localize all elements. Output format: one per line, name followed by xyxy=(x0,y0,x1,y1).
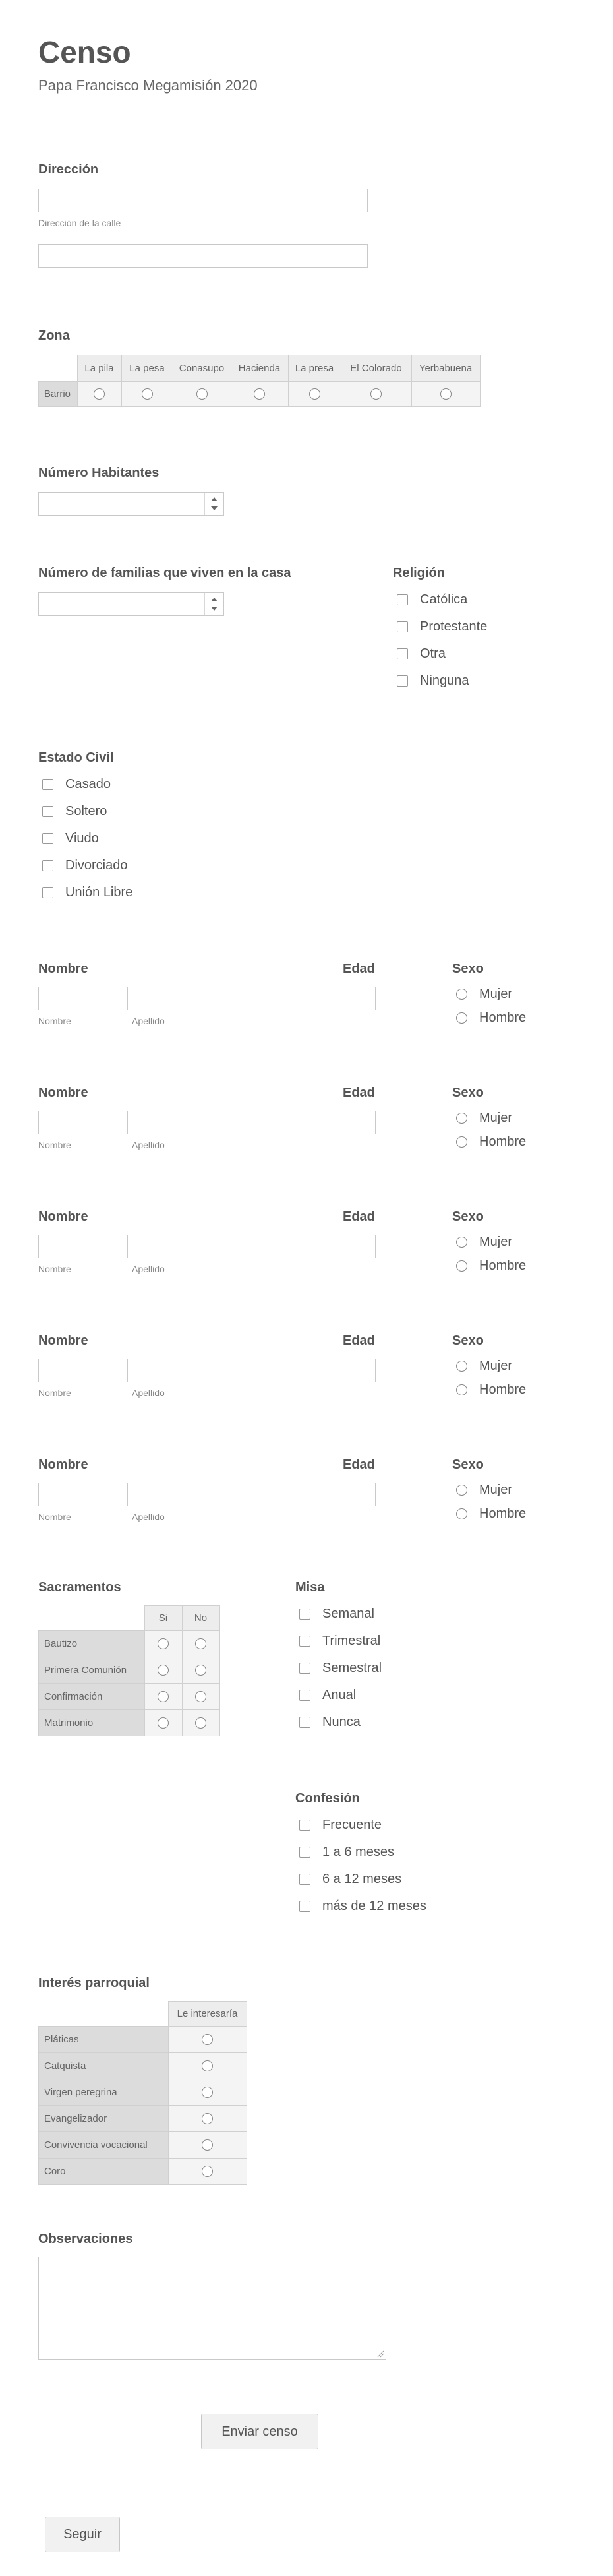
radio-button[interactable] xyxy=(456,1113,467,1124)
checkbox[interactable] xyxy=(299,1874,310,1885)
age-label: Edad xyxy=(343,1457,375,1472)
checkbox[interactable] xyxy=(42,887,53,898)
familias-label: Número de familias que viven en la casa xyxy=(38,566,291,580)
first-name-sublabel: Nombre xyxy=(38,1388,71,1398)
checkbox[interactable] xyxy=(42,833,53,844)
sex-option-hombre[interactable]: Hombre xyxy=(452,1257,526,1274)
checkbox[interactable] xyxy=(42,779,53,790)
sex-option-mujer[interactable]: Mujer xyxy=(452,1357,526,1374)
checkbox[interactable] xyxy=(299,1847,310,1858)
zona-radio-cell[interactable] xyxy=(411,382,480,407)
radio-button[interactable] xyxy=(195,1638,206,1649)
interes-label: Interés parroquial xyxy=(38,1976,150,1990)
zona-radio-cell[interactable] xyxy=(173,382,231,407)
last-name-input[interactable] xyxy=(132,1111,262,1134)
interes-radio-cell[interactable] xyxy=(168,2027,247,2053)
confesion-label: Confesión xyxy=(295,1791,360,1806)
last-name-input[interactable] xyxy=(132,987,262,1010)
radio-button[interactable] xyxy=(195,1717,206,1729)
age-label: Edad xyxy=(343,1334,375,1348)
next-button[interactable]: Seguir xyxy=(45,2517,120,2552)
last-name-input[interactable] xyxy=(132,1235,262,1258)
age-input[interactable] xyxy=(343,1235,376,1258)
radio-button[interactable] xyxy=(196,388,208,400)
sex-label: Sexo xyxy=(452,1086,484,1100)
radio-button[interactable] xyxy=(202,2113,213,2124)
sex-label: Sexo xyxy=(452,1210,484,1224)
zona-radio-cell[interactable] xyxy=(231,382,288,407)
zona-radio-cell[interactable] xyxy=(77,382,121,407)
radio-button[interactable] xyxy=(456,989,467,1000)
last-name-input[interactable] xyxy=(132,1483,262,1506)
radio-button[interactable] xyxy=(370,388,382,400)
person-name-label: Nombre xyxy=(38,962,88,976)
sex-options xyxy=(452,985,526,1026)
first-name-sublabel: Nombre xyxy=(38,1140,71,1150)
direccion-label: Dirección xyxy=(38,162,99,177)
age-label: Edad xyxy=(343,962,375,976)
age-input[interactable] xyxy=(343,1111,376,1134)
street-address-line2-input[interactable] xyxy=(38,244,368,268)
first-name-sublabel: Nombre xyxy=(38,1264,71,1274)
interes-radio-cell[interactable] xyxy=(168,2106,247,2132)
estado-civil-option[interactable]: Soltero xyxy=(38,803,132,820)
radio-button[interactable] xyxy=(158,1638,169,1649)
first-name-input[interactable] xyxy=(38,1483,128,1506)
misa-option[interactable]: Anual xyxy=(295,1686,382,1703)
number-spinner[interactable] xyxy=(204,493,223,515)
observaciones-textarea[interactable] xyxy=(38,2257,386,2360)
radio-button[interactable] xyxy=(456,1361,467,1372)
radio-button[interactable] xyxy=(456,1485,467,1496)
first-name-sublabel: Nombre xyxy=(38,1512,71,1522)
zona-radio-cell[interactable] xyxy=(288,382,341,407)
estado-civil-option[interactable]: Casado xyxy=(38,776,132,793)
first-name-sublabel: Nombre xyxy=(38,1016,71,1026)
age-label: Edad xyxy=(343,1210,375,1224)
confesion-option[interactable]: Frecuente xyxy=(295,1816,426,1833)
familias-number-input[interactable] xyxy=(38,592,224,616)
sex-label: Sexo xyxy=(452,962,484,976)
sex-option-mujer[interactable]: Mujer xyxy=(452,1233,526,1250)
religion-option[interactable]: Protestante xyxy=(393,618,487,635)
interes-row-label: Virgen peregrina xyxy=(39,2079,169,2106)
misa-option[interactable]: Semestral xyxy=(295,1659,382,1676)
zona-col-la-presa: La presa xyxy=(288,355,341,382)
spin-down-icon[interactable] xyxy=(211,506,218,510)
page-subtitle: Papa Francisco Megamisión 2020 xyxy=(38,77,258,94)
age-input[interactable] xyxy=(343,1483,376,1506)
last-name-sublabel: Apellido xyxy=(132,1140,165,1150)
last-name-sublabel: Apellido xyxy=(132,1512,165,1522)
religion-option[interactable]: Ninguna xyxy=(393,672,487,689)
confesion-option[interactable]: 1 a 6 meses xyxy=(295,1843,426,1860)
person-block xyxy=(0,1328,613,1414)
sacramentos-row-label: Confirmación xyxy=(39,1684,145,1710)
first-name-input[interactable] xyxy=(38,1111,128,1134)
confesion-option[interactable]: más de 12 meses xyxy=(295,1897,426,1915)
radio-button[interactable] xyxy=(202,2166,213,2177)
sacramentos-col-no: No xyxy=(182,1606,219,1631)
radio-button[interactable] xyxy=(309,388,320,400)
misa-options xyxy=(295,1605,382,1731)
radio-button[interactable] xyxy=(456,1384,467,1395)
estado-civil-option[interactable]: Unión Libre xyxy=(38,884,132,901)
sacramentos-row-label: Primera Comunión xyxy=(39,1657,145,1684)
checkbox[interactable] xyxy=(397,621,408,632)
person-block xyxy=(0,1204,613,1290)
checkbox[interactable] xyxy=(299,1901,310,1912)
zona-label: Zona xyxy=(38,328,70,343)
interes-radio-cell[interactable] xyxy=(168,2159,247,2185)
checkbox[interactable] xyxy=(299,1636,310,1647)
zona-radio-cell[interactable] xyxy=(121,382,173,407)
checkbox[interactable] xyxy=(42,806,53,817)
person-block xyxy=(0,1080,613,1166)
religion-label: Religión xyxy=(393,566,445,580)
page-title: Censo xyxy=(38,35,131,69)
interes-col-le-interesaria: Le interesaría xyxy=(168,2002,247,2027)
first-name-input[interactable] xyxy=(38,987,128,1010)
number-spinner[interactable] xyxy=(204,593,223,615)
sex-options xyxy=(452,1357,526,1398)
religion-option[interactable]: Católica xyxy=(393,591,487,608)
zona-row-barrio: Barrio xyxy=(39,382,78,407)
zona-col-la-pesa: La pesa xyxy=(121,355,173,382)
radio-button[interactable] xyxy=(456,1237,467,1248)
street-address-sublabel: Dirección de la calle xyxy=(38,218,121,228)
estado-civil-option[interactable]: Divorciado xyxy=(38,857,132,874)
interes-radio-cell[interactable] xyxy=(168,2079,247,2106)
checkbox[interactable] xyxy=(397,675,408,687)
radio-button[interactable] xyxy=(202,2034,213,2045)
last-name-sublabel: Apellido xyxy=(132,1016,165,1026)
interes-matrix xyxy=(38,2001,247,2185)
radio-button[interactable] xyxy=(195,1665,206,1676)
checkbox[interactable] xyxy=(397,594,408,605)
sacramentos-col-si: Si xyxy=(144,1606,182,1631)
observaciones-label: Observaciones xyxy=(38,2232,133,2246)
religion-options xyxy=(393,591,487,689)
sacramentos-radio-cell[interactable] xyxy=(182,1684,219,1710)
interes-row-label: Convivencia vocacional xyxy=(39,2132,169,2159)
zona-col-hacienda: Hacienda xyxy=(231,355,288,382)
interes-row-label: Pláticas xyxy=(39,2027,169,2053)
person-name-label: Nombre xyxy=(38,1457,88,1472)
checkbox[interactable] xyxy=(299,1609,310,1620)
zona-radio-cell[interactable] xyxy=(341,382,411,407)
radio-button[interactable] xyxy=(202,2087,213,2098)
interes-radio-cell[interactable] xyxy=(168,2132,247,2159)
submit-button[interactable]: Enviar censo xyxy=(201,2414,318,2449)
radio-button[interactable] xyxy=(158,1691,169,1702)
sacramentos-matrix xyxy=(38,1605,220,1736)
last-name-input[interactable] xyxy=(132,1359,262,1382)
sex-options xyxy=(452,1233,526,1274)
radio-button[interactable] xyxy=(440,388,452,400)
radio-button[interactable] xyxy=(158,1665,169,1676)
misa-option[interactable]: Nunca xyxy=(295,1713,382,1731)
radio-button[interactable] xyxy=(456,1136,467,1148)
sacramentos-radio-cell[interactable] xyxy=(144,1710,182,1736)
zona-col-el-colorado: El Colorado xyxy=(341,355,411,382)
radio-button[interactable] xyxy=(456,1260,467,1272)
sacramentos-radio-cell[interactable] xyxy=(182,1710,219,1736)
person-name-label: Nombre xyxy=(38,1334,88,1348)
person-name-label: Nombre xyxy=(38,1086,88,1100)
zona-matrix xyxy=(38,355,481,407)
checkbox[interactable] xyxy=(299,1820,310,1831)
radio-button[interactable] xyxy=(202,2139,213,2151)
spin-down-icon[interactable] xyxy=(211,607,218,611)
first-name-input[interactable] xyxy=(38,1359,128,1382)
habitantes-number-input[interactable] xyxy=(38,492,224,516)
sex-options xyxy=(452,1109,526,1150)
sacramentos-radio-cell[interactable] xyxy=(182,1631,219,1657)
radio-button[interactable] xyxy=(456,1012,467,1024)
checkbox[interactable] xyxy=(299,1663,310,1674)
sacramentos-label: Sacramentos xyxy=(38,1580,121,1595)
interes-row-label: Evangelizador xyxy=(39,2106,169,2132)
checkbox[interactable] xyxy=(299,1717,310,1728)
habitantes-label: Número Habitantes xyxy=(38,466,160,480)
sex-option-mujer[interactable]: Mujer xyxy=(452,1481,526,1498)
interes-radio-cell[interactable] xyxy=(168,2053,247,2079)
person-block xyxy=(0,1452,613,1538)
misa-label: Misa xyxy=(295,1580,325,1595)
sacramentos-radio-cell[interactable] xyxy=(144,1684,182,1710)
misa-option[interactable]: Trimestral xyxy=(295,1632,382,1649)
sacramentos-radio-cell[interactable] xyxy=(144,1631,182,1657)
sex-label: Sexo xyxy=(452,1334,484,1348)
sex-option-hombre[interactable]: Hombre xyxy=(452,1505,526,1522)
estado-civil-options xyxy=(38,776,132,901)
checkbox[interactable] xyxy=(397,648,408,659)
sacramentos-radio-cell[interactable] xyxy=(144,1657,182,1684)
sacramentos-row-label: Bautizo xyxy=(39,1631,145,1657)
last-name-sublabel: Apellido xyxy=(132,1388,165,1398)
radio-button[interactable] xyxy=(142,388,153,400)
age-label: Edad xyxy=(343,1086,375,1100)
sex-option-hombre[interactable]: Hombre xyxy=(452,1009,526,1026)
zona-col-conasupo: Conasupo xyxy=(173,355,231,382)
estado-civil-label: Estado Civil xyxy=(38,751,114,765)
street-address-input[interactable] xyxy=(38,189,368,212)
radio-button[interactable] xyxy=(94,388,105,400)
spin-up-icon[interactable] xyxy=(211,497,218,501)
estado-civil-option[interactable]: Viudo xyxy=(38,830,132,847)
sex-label: Sexo xyxy=(452,1457,484,1472)
spin-up-icon[interactable] xyxy=(211,598,218,601)
radio-button[interactable] xyxy=(195,1691,206,1702)
sacramentos-row-label: Matrimonio xyxy=(39,1710,145,1736)
radio-button[interactable] xyxy=(456,1508,467,1519)
confesion-option[interactable]: 6 a 12 meses xyxy=(295,1870,426,1887)
person-block xyxy=(0,956,613,1042)
radio-button[interactable] xyxy=(254,388,265,400)
sex-option-hombre[interactable]: Hombre xyxy=(452,1133,526,1150)
zona-col-la-pila: La pila xyxy=(77,355,121,382)
interes-row-label: Catquista xyxy=(39,2053,169,2079)
last-name-sublabel: Apellido xyxy=(132,1264,165,1274)
misa-option[interactable]: Semanal xyxy=(295,1605,382,1622)
sex-option-mujer[interactable]: Mujer xyxy=(452,1109,526,1126)
checkbox[interactable] xyxy=(42,860,53,871)
checkbox[interactable] xyxy=(299,1690,310,1701)
age-input[interactable] xyxy=(343,987,376,1010)
interes-row-label: Coro xyxy=(39,2159,169,2185)
zona-col-yerbabuena: Yerbabuena xyxy=(411,355,480,382)
religion-option[interactable]: Otra xyxy=(393,645,487,662)
sex-option-hombre[interactable]: Hombre xyxy=(452,1381,526,1398)
person-name-label: Nombre xyxy=(38,1210,88,1224)
confesion-options xyxy=(295,1816,426,1915)
radio-button[interactable] xyxy=(202,2060,213,2071)
resize-handle-icon[interactable] xyxy=(376,2350,384,2358)
first-name-input[interactable] xyxy=(38,1235,128,1258)
sacramentos-radio-cell[interactable] xyxy=(182,1657,219,1684)
sex-option-mujer[interactable]: Mujer xyxy=(452,985,526,1002)
sex-options xyxy=(452,1481,526,1522)
radio-button[interactable] xyxy=(158,1717,169,1729)
age-input[interactable] xyxy=(343,1359,376,1382)
